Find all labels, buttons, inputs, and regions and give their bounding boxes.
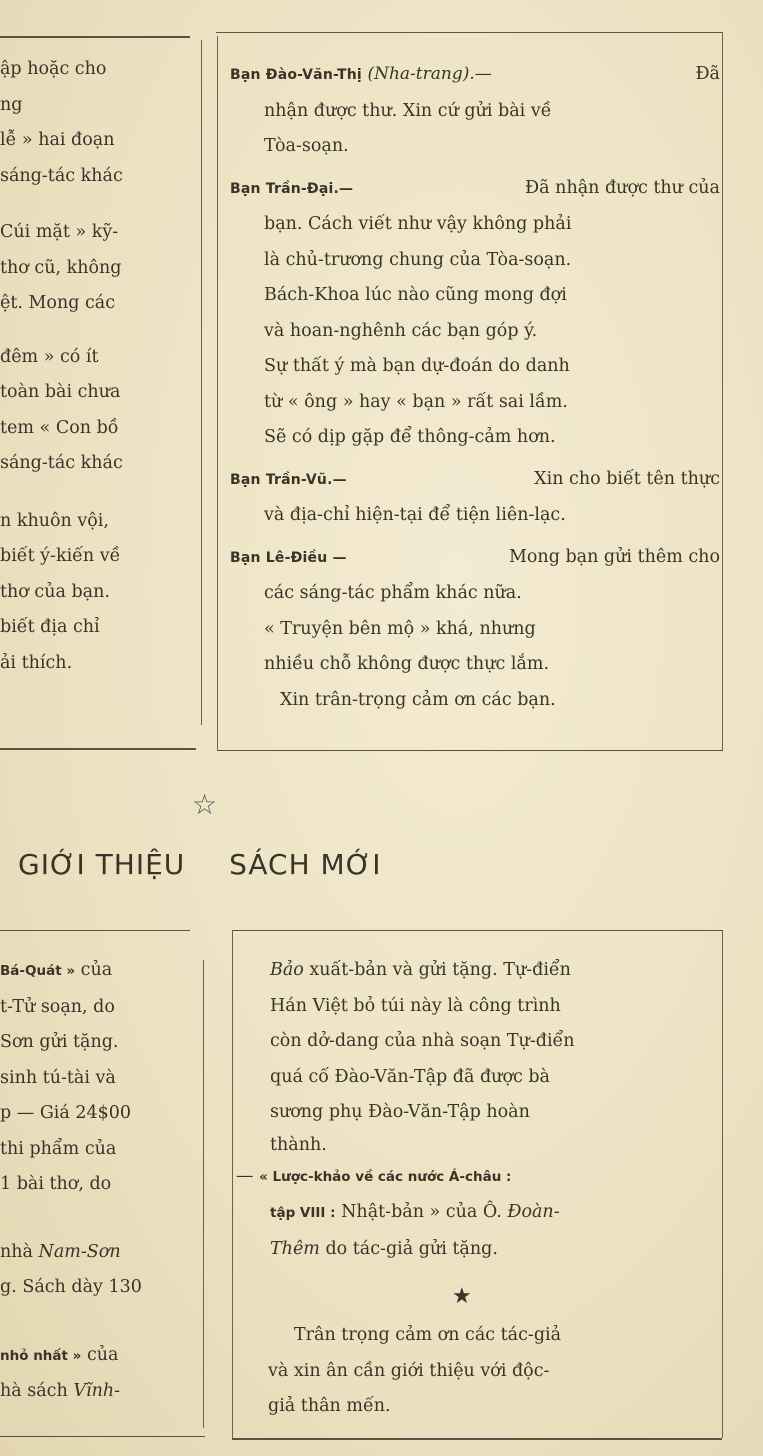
bottom-box-right-border bbox=[722, 930, 723, 1438]
heading-part-1: GIỚI THIỆU bbox=[18, 848, 186, 881]
star-filled-icon: ★ bbox=[452, 1284, 472, 1309]
book-title: Bá-Quát » bbox=[0, 963, 76, 979]
column-divider-left bbox=[201, 40, 202, 725]
bottom-box-left-border bbox=[232, 930, 233, 1438]
recipient-name: Bạn Trần-Đại.— bbox=[230, 180, 354, 197]
text-line: đêm » có ít bbox=[0, 346, 99, 367]
reply-text: Bách-Khoa lúc nào cũng mong đợi bbox=[264, 285, 567, 305]
book-title: nhỏ nhất » bbox=[0, 1347, 82, 1364]
author-name: Đoàn- bbox=[507, 1202, 560, 1222]
bottom-left-top-rule bbox=[0, 930, 190, 931]
text-line: thơ của bạn. bbox=[0, 581, 110, 602]
faint-header-bleed bbox=[120, 2, 640, 20]
text-line bbox=[0, 1235, 142, 1271]
publisher-name: Nam-Sơn bbox=[38, 1241, 121, 1262]
text-line: t-Tử soạn, do bbox=[0, 996, 115, 1017]
reply-text: các sáng-tác phẩm khác nữa. bbox=[264, 583, 522, 603]
box-right-border bbox=[722, 32, 723, 750]
reply-text: Đã bbox=[695, 64, 720, 84]
text-line: sương phụ Đào-Văn-Tập hoàn bbox=[270, 1102, 530, 1122]
text-line: 1 bài thơ, do bbox=[0, 1174, 112, 1194]
reply-text: nhiều chỗ không được thực lắm. bbox=[264, 654, 550, 674]
bottom-left-column bbox=[0, 953, 142, 1410]
reply-text: Mong bạn gửi thêm cho bbox=[508, 546, 720, 567]
text-line: thơ cũ, không bbox=[0, 257, 122, 278]
text-line: quá cố Đào-Văn-Tập đã được bà bbox=[270, 1066, 550, 1087]
text-line: sáng-tác khác bbox=[0, 453, 123, 473]
text-fragment: hà sách bbox=[0, 1381, 74, 1401]
reply-text: và địa-chỉ hiện-tại để tiện liên-lạc. bbox=[264, 505, 566, 525]
text-line: giả thân mến. bbox=[268, 1396, 391, 1416]
bottom-right-bottom-rule bbox=[232, 1438, 722, 1440]
recipient-name: Bạn Lê-Điều — bbox=[230, 549, 347, 566]
text-line: Hán Việt bỏ túi này là công trình bbox=[270, 995, 561, 1016]
text-line bbox=[258, 1232, 718, 1268]
star-outline-icon: ☆ bbox=[192, 788, 218, 821]
bottom-right-top-rule bbox=[232, 930, 722, 931]
book-title: « Lược-khảo về các nước Á-châu : bbox=[259, 1168, 512, 1185]
publisher-name: Bảo bbox=[270, 960, 304, 980]
bottom-left-bottom-rule bbox=[0, 1436, 205, 1437]
reply-text: bạn. Cách viết như vậy không phải bbox=[264, 214, 572, 234]
text-line: ệt. Mong các bbox=[0, 293, 116, 313]
text-line bbox=[236, 1159, 718, 1196]
text-line: thi phẩm của bbox=[0, 1138, 117, 1159]
recipient-name: Bạn Đào-Văn-Thị bbox=[230, 67, 362, 83]
column-divider-right bbox=[217, 36, 218, 750]
text-line: sinh tú-tài và bbox=[0, 1067, 116, 1088]
book-title: tập VIII : bbox=[270, 1205, 336, 1221]
text-line: tem « Con bồ bbox=[0, 417, 119, 438]
text-line bbox=[0, 953, 142, 990]
correspondence-box bbox=[230, 57, 720, 718]
top-left-rule bbox=[0, 36, 190, 38]
text-line: ng bbox=[0, 94, 23, 115]
text-line bbox=[0, 1203, 142, 1235]
top-right-rule bbox=[216, 32, 722, 33]
recipient-name: Bạn Trần-Vũ.— bbox=[230, 471, 347, 488]
new-books-box bbox=[236, 953, 718, 1267]
text-line: còn dở-dang của nhà soạn Tự-điển bbox=[270, 1031, 575, 1051]
text-fragment: của bbox=[81, 1344, 119, 1365]
reply-text: và hoan-nghênh các bạn góp ý. bbox=[264, 320, 538, 341]
text-line bbox=[258, 1195, 718, 1232]
recipient-location: (Nha-trang).— bbox=[367, 64, 492, 84]
text-line: toàn bài chưa bbox=[0, 382, 121, 402]
reply-text: Sẽ có dịp gặp để thông-cảm hơn. bbox=[264, 427, 556, 447]
reply-dao-van-thi bbox=[230, 57, 720, 94]
text-line: Sơn gửi tặng. bbox=[0, 1032, 119, 1052]
text-fragment: do tác-giả gửi tặng. bbox=[319, 1238, 498, 1259]
text-line bbox=[0, 482, 123, 504]
text-fragment: của bbox=[75, 960, 113, 980]
text-fragment: Nhật-bản » của Ô. bbox=[335, 1202, 508, 1222]
text-line: lễ » hai đoạn bbox=[0, 130, 115, 150]
text-line: Trân trọng cảm ơn các tác-giả bbox=[294, 1325, 562, 1345]
text-line bbox=[0, 194, 123, 215]
bottom-column-divider bbox=[203, 960, 204, 1428]
top-left-bottom-rule bbox=[0, 748, 196, 750]
text-line bbox=[0, 1338, 142, 1375]
text-line: ải thích. bbox=[0, 652, 73, 673]
reply-text: nhận được thư. Xin cứ gửi bài về bbox=[264, 100, 552, 121]
text-line: ập hoặc cho bbox=[0, 59, 107, 79]
text-line: n khuôn vội, bbox=[0, 510, 109, 531]
reply-text: Đã nhận được thư của bbox=[525, 177, 720, 198]
reply-tran-dai bbox=[230, 171, 720, 208]
text-line: thành. bbox=[270, 1134, 327, 1155]
text-line bbox=[0, 1374, 142, 1410]
closing-thanks: Xin trân-trọng cảm ơn các bạn. bbox=[280, 689, 556, 710]
reply-text: « Truyện bên mộ » khá, nhưng bbox=[264, 618, 536, 639]
text-fragment: — bbox=[236, 1165, 260, 1186]
text-line: g. Sách dày 130 bbox=[0, 1277, 142, 1297]
reply-le-dieu bbox=[230, 540, 720, 577]
text-line bbox=[0, 1306, 142, 1338]
reply-text: từ « ông » hay « bạn » rất sai lầm. bbox=[264, 391, 568, 412]
publisher-name: Vĩnh- bbox=[73, 1381, 121, 1401]
text-line: p — Giá 24$00 bbox=[0, 1103, 132, 1123]
text-fragment: xuất-bản và gửi tặng. Tự-điển bbox=[303, 960, 571, 980]
text-line: biết địa chỉ bbox=[0, 617, 100, 637]
text-line: biết ý-kiến về bbox=[0, 546, 121, 566]
text-line bbox=[258, 953, 718, 989]
text-line: và xin ân cần giới thiệu với độc- bbox=[268, 1360, 550, 1381]
reply-text: Xin cho biết tên thực bbox=[534, 468, 720, 489]
closing-paragraph bbox=[268, 1318, 718, 1425]
text-fragment: nhà bbox=[0, 1241, 39, 1262]
section-heading bbox=[18, 848, 382, 881]
reply-text: Sự thất ý mà bạn dự-đoán do danh bbox=[264, 356, 570, 376]
heading-part-2: SÁCH MỚI bbox=[229, 848, 382, 881]
reply-tran-vu bbox=[230, 462, 720, 499]
top-right-bottom-rule bbox=[217, 750, 723, 751]
top-left-column bbox=[0, 52, 123, 681]
text-line: sáng-tác khác bbox=[0, 165, 123, 186]
reply-text: là chủ-trương chung của Tòa-soạn. bbox=[264, 249, 572, 270]
reply-text: Tòa-soạn. bbox=[264, 136, 349, 156]
text-line bbox=[0, 322, 123, 340]
author-name: Thêm bbox=[270, 1238, 320, 1259]
text-line: Cúi mặt » kỹ- bbox=[0, 222, 119, 242]
